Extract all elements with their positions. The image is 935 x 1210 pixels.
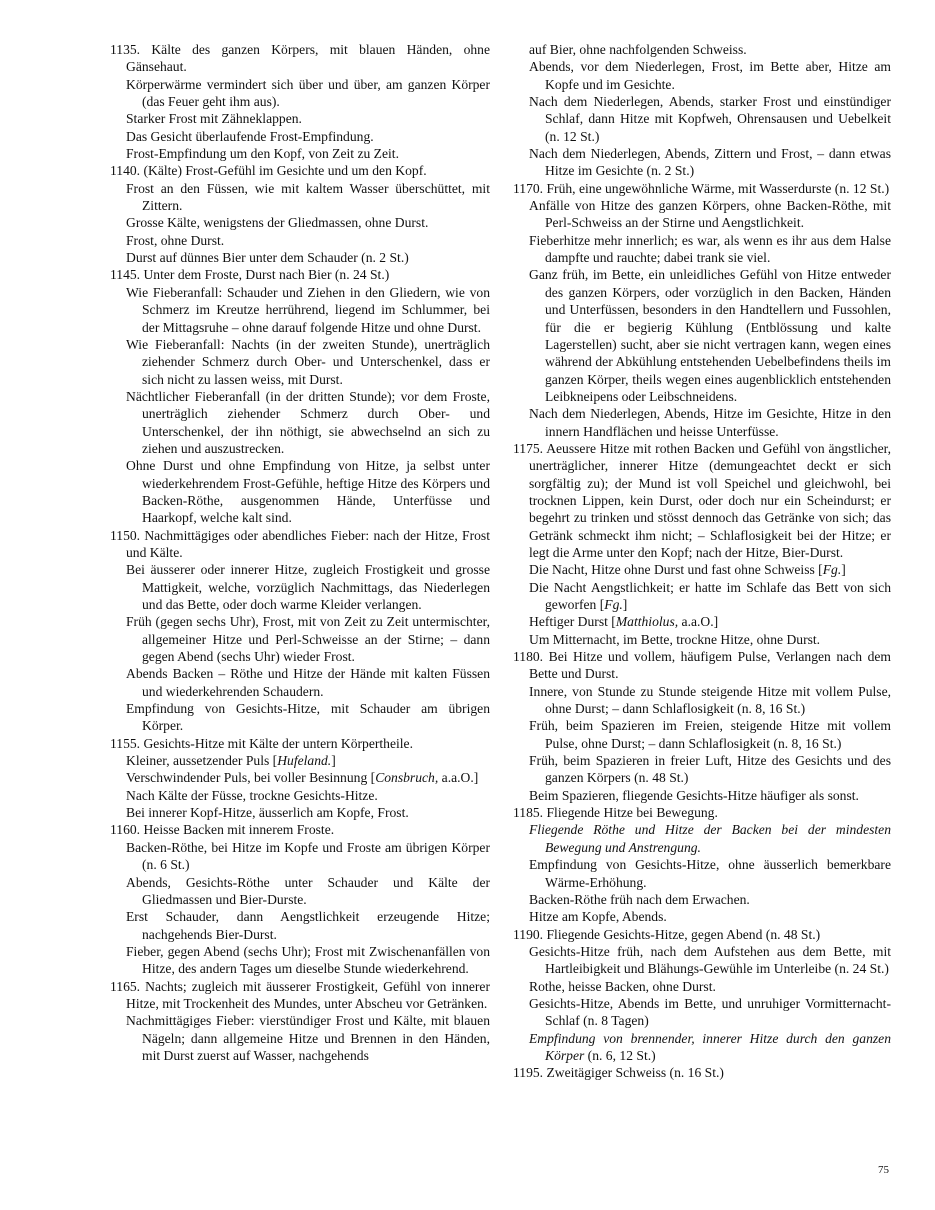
- symptom-entry: [513, 943, 891, 978]
- entry-text: Frost, ohne Durst.: [126, 232, 225, 248]
- symptom-entry: [110, 839, 490, 874]
- symptom-entry: [513, 405, 891, 440]
- entry-text: Fliegende Röthe und Hitze der Backen bei der mindesten Bewegung und Anstrengung.: [529, 822, 891, 855]
- symptom-entry: [110, 561, 490, 613]
- symptom-entry: [110, 110, 490, 127]
- right-column: [513, 41, 891, 1082]
- entry-text: Starker Frost mit Zähneklappen.: [126, 111, 302, 127]
- numbered-entry: [110, 266, 490, 283]
- symptom-entry: [110, 752, 490, 769]
- entry-text: 1180. Bei Hitze und vollem, häufigem Pulse, Verlangen nach dem Bette und Durst.: [513, 649, 891, 682]
- entry-text: Wie Fieberanfall: Schauder und Ziehen in den Gliedern, wie von Schmerz im Kreutze herrührend, liegend im Schlummer, bei der Mittagsruhe – ohne darauf folgende Hitze und ohne Durst.: [126, 284, 490, 335]
- symptom-entry: [513, 41, 891, 58]
- entry-text: Nach dem Niederlegen, Abends, starker Frost und einstündiger Schlaf, dann Hitze mit Kopfweh, Ohrensausen und Uebelkeit (n. 12 St.): [529, 94, 891, 144]
- symptom-entry: [110, 388, 490, 457]
- entry-text: Wie Fieberanfall: Nachts (in der zweiten Stunde), unerträglich ziehender Schmerz durch Ober- und Unterschenkel, dass er sich nicht zu lassen weiss, mit Durst.: [126, 336, 490, 387]
- entry-text: Anfälle von Hitze des ganzen Körpers, ohne Backen-Röthe, mit Perl-Schweiss an der Stirne und Aengstlichkeit.: [529, 198, 891, 231]
- symptom-entry: [513, 1030, 891, 1065]
- entry-text: Abends Backen – Röthe und Hitze der Hände mit kalten Füssen und wiederkehrenden Schaudern.: [126, 666, 490, 699]
- symptom-entry: [513, 995, 891, 1030]
- symptom-entry: [513, 683, 891, 718]
- entry-text: Das Gesicht überlaufende Frost-Empfindung.: [126, 128, 374, 144]
- entry-text: Nachmittägiges Fieber: vierstündiger Frost und Kälte, mit blauen Nägeln; dann allgemeine Hitze und Brennen in den Händen, mit Durst zuerst auf Wasser, nachgehends: [126, 1013, 490, 1063]
- entry-text: 1185. Fliegende Hitze bei Bewegung.: [513, 805, 718, 821]
- entry-note: a.a.O.]: [678, 614, 719, 630]
- entry-text: 1195. Zweitägiger Schweiss (n. 16 St.): [513, 1065, 724, 1081]
- symptom-entry: [110, 128, 490, 145]
- entry-text: 1155. Gesichts-Hitze mit Kälte der untern Körpertheile.: [110, 735, 413, 751]
- symptom-entry: [513, 978, 891, 995]
- entry-text: Fieberhitze mehr innerlich; es war, als wenn es ihr aus dem Halse dampfte und rauchte; dabei trank sie viel.: [529, 232, 891, 266]
- symptom-entry: [513, 561, 891, 578]
- entry-text: Ohne Durst und ohne Empfindung von Hitze, ja selbst unter wiederkehrendem Frost-Gefühle, heftige Hitze des Körpers und Backen-Röthe, ausgenommen Hände, Unterfüsse und Haarkopf, welche kalt sind.: [126, 458, 490, 526]
- symptom-entry: [110, 1012, 490, 1064]
- symptom-entry: [110, 457, 490, 526]
- symptom-entry: [513, 232, 891, 267]
- entry-note: (n. 6, 12 St.): [584, 1047, 656, 1063]
- numbered-entry: [110, 821, 490, 838]
- symptom-entry: [110, 787, 490, 804]
- source-citation: Fg.: [604, 597, 623, 612]
- entry-text: 1150. Nachmittägiges oder abendliches Fieber: nach der Hitze, Frost und Kälte.: [110, 527, 490, 560]
- entry-text: Backen-Röthe, bei Hitze im Kopfe und Froste am übrigen Körper (n. 6 St.): [126, 839, 490, 873]
- entry-text: Hitze am Kopfe, Abends.: [529, 909, 667, 925]
- symptom-entry: [513, 856, 891, 891]
- numbered-entry: [110, 978, 490, 1013]
- entry-note: ]: [622, 597, 628, 612]
- entry-note: ]: [331, 753, 336, 769]
- entry-text: Nach Kälte der Füsse, trockne Gesichts-Hitze.: [126, 787, 378, 803]
- numbered-entry: [513, 804, 891, 821]
- symptom-entry: [110, 76, 490, 111]
- entry-text: Grosse Kälte, wenigstens der Gliedmassen, ohne Durst.: [126, 215, 429, 231]
- symptom-entry: [513, 908, 891, 925]
- entry-text: auf Bier, ohne nachfolgenden Schweiss.: [529, 42, 747, 57]
- source-citation: Matthiolus,: [615, 614, 679, 630]
- symptom-entry: [513, 58, 891, 93]
- symptom-entry: [110, 232, 490, 249]
- numbered-entry: [513, 440, 891, 561]
- entry-text: Frost-Empfindung um den Kopf, von Zeit zu Zeit.: [126, 146, 399, 162]
- numbered-entry: [110, 41, 490, 76]
- symptom-entry: [110, 249, 490, 266]
- symptom-entry: [110, 769, 490, 786]
- numbered-entry: [110, 527, 490, 562]
- symptom-entry: [110, 665, 490, 700]
- entry-text: 1145. Unter dem Froste, Durst nach Bier (n. 24 St.): [110, 267, 390, 283]
- entry-text: 1165. Nachts; zugleich mit äusserer Frostigkeit, Gefühl von innerer Hitze, mit Trockenheit des Mundes, unter Abscheu vor Getränken.: [110, 978, 490, 1011]
- symptom-entry: [110, 908, 490, 943]
- entry-text: Durst auf dünnes Bier unter dem Schauder (n. 2 St.): [126, 250, 409, 266]
- numbered-entry: [513, 1064, 891, 1081]
- entry-text: 1175. Aeussere Hitze mit rothen Backen und Gefühl von ängstlicher, unerträglicher, innerer Hitze (demungeachtet deckt er sich sorgfältig zu); der Mund ist voll Speichel und gleichwohl, bei trocknen Lippen, kein Durst, oder doch nur ein Scheindurst; er begehrt zu trinken und stösst dennoch das Getränke von sich; das Getränk schmeckt ihm nicht; – Schlaflosigkeit bei der Hitze; er legt die Arme unter den Kopf; nach der Hitze, Bier-Durst.: [513, 440, 891, 560]
- symptom-entry: [110, 874, 490, 909]
- symptom-entry: [110, 145, 490, 162]
- entry-text: Die Nacht Aengstlichkeit; er hatte im Schlafe das Bett von sich geworfen [: [529, 579, 891, 612]
- entry-text: Nach dem Niederlegen, Abends, Zittern und Frost, – dann etwas Hitze im Gesichte (n. 2 St.): [529, 146, 891, 179]
- entry-text: Kleiner, aussetzender Puls [: [126, 753, 278, 769]
- numbered-entry: [110, 162, 490, 179]
- page-number: 75: [878, 1164, 889, 1176]
- entry-text: Erst Schauder, dann Aengstlichkeit erzeugende Hitze; nachgehends Bier-Durst.: [126, 909, 490, 942]
- symptom-entry: [513, 197, 891, 232]
- entry-text: Abends, vor dem Niederlegen, Frost, im Bette aber, Hitze am Kopfe und im Gesichte.: [529, 59, 891, 92]
- symptom-entry: [110, 180, 490, 215]
- entry-text: Die Nacht, Hitze ohne Durst und fast ohne Schweiss [: [529, 562, 823, 578]
- entry-text: Früh (gegen sechs Uhr), Frost, mit von Zeit zu Zeit untermischter, allgemeiner Hitze und Perl-Schweisse an der Stirne; – dann gegen Abend (sechs Uhr) wieder Frost.: [126, 614, 490, 665]
- source-citation: Consbruch,: [375, 770, 439, 786]
- symptom-entry: [110, 804, 490, 821]
- entry-text: Nach dem Niederlegen, Abends, Hitze im Gesichte, Hitze in den innern Handflächen und heisse Unterfüsse.: [529, 406, 891, 439]
- symptom-entry: [513, 717, 891, 752]
- entry-text: Empfindung von Gesichts-Hitze, mit Schauder am übrigen Körper.: [126, 701, 490, 734]
- entry-text: Ganz früh, im Bette, ein unleidliches Gefühl von Hitze entweder des ganzen Körpers, oder vorzüglich in den Backen, Händen und Unterfüssen, besonders in den Handtellern und Fussohlen, für die er begierig Kühlung (Entblössung und kalte Lagerstellen) sucht, aber sie nicht vertragen kann, wegen eines während der Abkühlung entstehenden Uebelbefindens theils im ganzen Körper, theils wegen eines augenblicklich entstehenden Leibkneipens oder Leibschneidens.: [529, 267, 891, 404]
- entry-text: Heftiger Durst [: [529, 614, 616, 630]
- symptom-entry: [513, 93, 891, 145]
- symptom-entry: [513, 891, 891, 908]
- entry-text: Empfindung von brennender, innerer Hitze durch den ganzen Körper: [529, 1030, 891, 1063]
- entry-text: Innere, von Stunde zu Stunde steigende Hitze mit vollem Pulse, ohne Durst; – dann Schlaflosigkeit (n. 8, 16 St.): [529, 683, 891, 717]
- entry-text: 1170. Früh, eine ungewöhnliche Wärme, mit Wasserdurste (n. 12 St.): [513, 180, 890, 196]
- symptom-entry: [513, 266, 891, 405]
- entry-text: 1160. Heisse Backen mit innerem Froste.: [110, 822, 335, 838]
- symptom-entry: [110, 613, 490, 665]
- entry-text: Bei äusserer oder innerer Hitze, zugleich Frostigkeit und grosse Mattigkeit, welche, vorzüglich Nachmittags, das Niederlegen und das Bette, oder doch warme Kleider verlangen.: [126, 562, 490, 612]
- symptom-entry: [513, 821, 891, 856]
- symptom-entry: [110, 284, 490, 336]
- numbered-entry: [513, 648, 891, 683]
- entry-text: Früh, beim Spazieren in freier Luft, Hitze des Gesichts und des ganzen Körpers (n. 48 St.): [529, 753, 891, 786]
- entry-text: Gesichts-Hitze früh, nach dem Aufstehen aus dem Bette, mit Hartleibigkeit und Blähungs-Gewühle im Unterleibe (n. 24 St.): [529, 943, 891, 977]
- entry-text: 1135. Kälte des ganzen Körpers, mit blauen Händen, ohne Gänsehaut.: [110, 42, 490, 75]
- symptom-entry: [110, 336, 490, 388]
- entry-text: Fieber, gegen Abend (sechs Uhr); Frost mit Zwischenanfällen von Hitze, des andern Tages um dieselbe Stunde wiederkehrend.: [126, 943, 490, 977]
- entry-note: a.a.O.]: [438, 770, 479, 786]
- entry-text: Um Mitternacht, im Bette, trockne Hitze, ohne Durst.: [529, 631, 821, 647]
- entry-text: Gesichts-Hitze, Abends im Bette, und unruhiger Vormitternacht-Schlaf (n. 8 Tagen): [529, 995, 891, 1029]
- left-column: [110, 41, 490, 1064]
- entry-text: Nächtlicher Fieberanfall (in der dritten Stunde); vor dem Froste, unerträglich ziehender Schmerz durch Ober- und Unterschenkel, der ihn nöthigt, sie abwechselnd an sich zu ziehen und auszustrecken.: [126, 388, 490, 456]
- entry-text: Körperwärme vermindert sich über und über, am ganzen Körper (das Feuer geht ihm aus).: [126, 76, 490, 110]
- symptom-entry: [110, 700, 490, 735]
- numbered-entry: [513, 180, 891, 197]
- entry-text: Verschwindender Puls, bei voller Besinnung [: [126, 770, 376, 786]
- symptom-entry: [513, 145, 891, 180]
- numbered-entry: [513, 926, 891, 943]
- symptom-entry: [513, 579, 891, 614]
- entry-text: Empfindung von Gesichts-Hitze, ohne äusserlich bemerkbare Wärme-Erhöhung.: [529, 857, 891, 890]
- symptom-entry: [513, 752, 891, 787]
- symptom-entry: [110, 943, 490, 978]
- source-citation: Fg.: [822, 562, 842, 578]
- entry-text: Beim Spazieren, fliegende Gesichts-Hitze häufiger als sonst.: [529, 787, 859, 803]
- entry-text: Früh, beim Spazieren im Freien, steigende Hitze mit vollem Pulse, ohne Durst; – dann Schlaflosigkeit (n. 8, 16 St.): [529, 718, 891, 751]
- entry-text: Backen-Röthe früh nach dem Erwachen.: [529, 891, 750, 907]
- entry-text: Abends, Gesichts-Röthe unter Schauder und Kälte der Gliedmassen und Bier-Durste.: [126, 874, 490, 907]
- numbered-entry: [110, 735, 490, 752]
- entry-note: ]: [841, 562, 846, 578]
- entry-text: 1190. Fliegende Gesichts-Hitze, gegen Abend (n. 48 St.): [513, 926, 821, 942]
- symptom-entry: [110, 214, 490, 231]
- source-citation: Hufeland.: [277, 753, 332, 769]
- entry-text: 1140. (Kälte) Frost-Gefühl im Gesichte und um den Kopf.: [110, 163, 427, 179]
- symptom-entry: [513, 631, 891, 648]
- entry-text: Bei innerer Kopf-Hitze, äusserlich am Kopfe, Frost.: [126, 805, 409, 821]
- entry-text: Frost an den Füssen, wie mit kaltem Wasser überschüttet, mit Zittern.: [126, 180, 490, 214]
- symptom-entry: [513, 787, 891, 804]
- symptom-entry: [513, 613, 891, 630]
- entry-text: Rothe, heisse Backen, ohne Durst.: [529, 978, 716, 994]
